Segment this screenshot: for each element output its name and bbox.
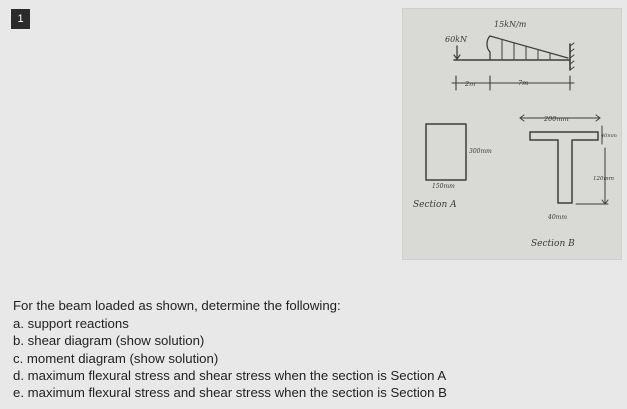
problem-item: a. support reactions <box>13 316 129 332</box>
question-number-badge: 1 <box>11 9 30 29</box>
figure-drawing <box>402 8 622 260</box>
dim-right-label: 7m <box>518 79 529 87</box>
problem-item: c. moment diagram (show solution) <box>13 350 219 366</box>
problem-item: e. maximum flexural stress and shear stress when the section is Section B <box>13 385 447 401</box>
section-b-flange-width-label: 200mm <box>544 115 569 123</box>
problem-item: b. shear diagram (show solution) <box>13 333 205 349</box>
distributed-load-label: 15kN/m <box>494 20 527 29</box>
distributed-load-start <box>487 36 490 60</box>
section-a-width-label: 150mm <box>432 183 455 190</box>
problem-figure <box>402 8 622 260</box>
section-a-height-label: 300mm <box>469 148 492 155</box>
section-b-tee <box>530 132 598 203</box>
section-a-caption: Section A <box>413 200 457 210</box>
problem-intro: For the beam loaded as shown, determine the following: <box>13 298 341 313</box>
problem-item: d. maximum flexural stress and shear stress when the section is Section A <box>13 367 447 383</box>
point-load-label: 60kN <box>445 35 468 44</box>
section-b-web-height-label: 120mm <box>593 176 614 182</box>
dim-left-label: 2m <box>465 80 476 88</box>
section-b-flange-thickness-label: 40mm <box>601 133 617 139</box>
section-b-caption: Section B <box>531 239 575 249</box>
section-a-rectangle <box>426 124 466 180</box>
section-b-web-width-label: 40mm <box>548 214 568 221</box>
problem-statement <box>13 297 613 401</box>
